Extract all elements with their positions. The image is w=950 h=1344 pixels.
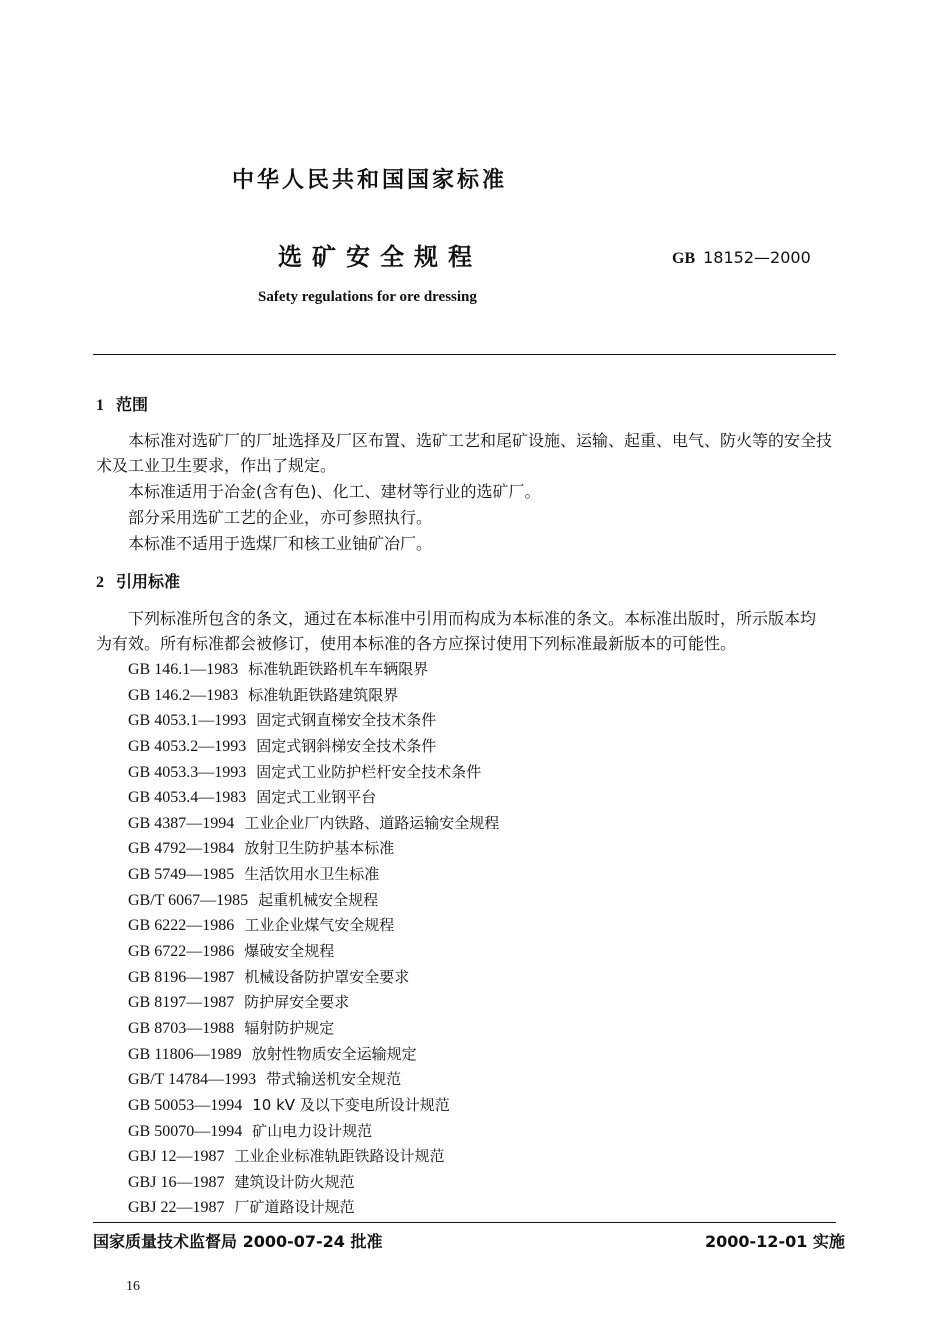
list-item	[128, 1170, 499, 1196]
list-item	[128, 1067, 499, 1093]
national-standard-heading: 中华人民共和国国家标准	[232, 168, 508, 193]
reference-code: GB 6722—1986	[128, 943, 235, 961]
section-2-heading	[96, 569, 180, 592]
list-item	[128, 939, 499, 965]
reference-code: GBJ 12—1987	[128, 1148, 225, 1166]
reference-title: 工业企业煤气安全规程	[244, 916, 395, 935]
reference-title: 固定式工业钢平台	[256, 788, 377, 807]
reference-title: 矿山电力设计规范	[252, 1121, 373, 1140]
list-item	[128, 760, 499, 786]
reference-title: 辐射防护规定	[244, 1018, 335, 1037]
reference-code: GB 50070—1994	[128, 1122, 243, 1140]
reference-code: GB 6222—1986	[128, 917, 235, 935]
standard-prefix: GB	[672, 250, 696, 267]
reference-code: GB 50053—1994	[128, 1096, 243, 1114]
reference-code: GB/T 14784—1993	[128, 1071, 257, 1089]
reference-title: 标准轨距铁路建筑限界	[248, 685, 399, 704]
section-1-number: 1	[96, 397, 104, 414]
header-divider	[93, 354, 836, 355]
reference-code: GB 5749—1985	[128, 866, 235, 884]
reference-title: 放射卫生防护基本标准	[244, 839, 395, 858]
reference-code: GB 8196—1987	[128, 968, 235, 986]
reference-title: 生活饮用水卫生标准	[244, 865, 380, 884]
reference-title: 机械设备防护罩安全要求	[244, 967, 410, 986]
reference-list	[128, 657, 499, 1221]
reference-title: 带式输送机安全规范	[266, 1070, 402, 1089]
list-item	[128, 785, 499, 811]
reference-title: 工业企业标准轨距铁路设计规范	[234, 1147, 445, 1166]
list-item	[128, 862, 499, 888]
page-number: 16	[126, 1279, 140, 1294]
list-item	[128, 888, 499, 914]
section-1-heading	[96, 392, 148, 415]
reference-code: GB/T 6067—1985	[128, 891, 249, 909]
list-item	[128, 1144, 499, 1170]
reference-title: 标准轨距铁路机车车辆限界	[248, 660, 429, 678]
list-item	[128, 1016, 499, 1042]
reference-title: 固定式钢斜梯安全技术条件	[256, 736, 437, 755]
reference-code: GB 4053.3—1993	[128, 763, 247, 781]
list-item	[128, 811, 499, 837]
section-2-intro-line-1: 下列标准所包含的条文，通过在本标准中引用而构成为本标准的条文。本标准出版时，所示版本均	[128, 609, 817, 628]
reference-code: GB 146.1—1983	[128, 661, 239, 678]
list-item	[128, 708, 499, 734]
section-1-para-4: 本标准不适用于选煤厂和核工业铀矿冶厂。	[128, 534, 433, 553]
standard-number: 18152—2000	[703, 248, 811, 267]
list-item	[128, 1093, 499, 1119]
footer-divider	[93, 1222, 836, 1223]
list-item	[128, 1042, 499, 1068]
english-title: Safety regulations for ore dressing	[258, 289, 477, 305]
reference-title: 固定式钢直梯安全技术条件	[256, 711, 437, 730]
implementation-date: 2000-12-01 实施	[705, 1232, 845, 1251]
reference-code: GBJ 22—1987	[128, 1199, 225, 1217]
reference-code: GB 8703—1988	[128, 1019, 235, 1037]
reference-code: GB 4387—1994	[128, 814, 235, 832]
section-1-para-3: 部分采用选矿工艺的企业，亦可参照执行。	[128, 508, 433, 527]
document-title: 选矿安全规程	[278, 243, 482, 271]
approval-statement: 国家质量技术监督局 2000-07-24 批准	[93, 1232, 383, 1251]
section-1-para-1-line-2: 术及工业卫生要求，作出了规定。	[96, 456, 337, 475]
reference-code: GB 4792—1984	[128, 840, 235, 858]
list-item	[128, 657, 499, 683]
section-1-para-2: 本标准适用于冶金(含有色)、化工、建材等行业的选矿厂。	[128, 482, 541, 501]
section-1-para-1-line-1: 本标准对选矿厂的厂址选择及厂区布置、选矿工艺和尾矿设施、运输、起重、电气、防火等的安全技	[128, 431, 833, 450]
reference-title: 10 kV 及以下变电所设计规范	[252, 1095, 450, 1114]
list-item	[128, 836, 499, 862]
reference-code: GB 146.2—1983	[128, 686, 239, 704]
list-item	[128, 965, 499, 991]
list-item	[128, 990, 499, 1016]
list-item	[128, 734, 499, 760]
reference-code: GB 4053.1—1993	[128, 712, 247, 730]
list-item	[128, 1195, 499, 1221]
reference-title: 爆破安全规程	[244, 942, 335, 961]
section-2-title: 引用标准	[116, 572, 181, 591]
reference-title: 防护屏安全要求	[244, 993, 350, 1012]
section-1-title: 范围	[116, 395, 149, 414]
reference-code: GB 4053.4—1983	[128, 789, 247, 807]
reference-code: GBJ 16—1987	[128, 1173, 225, 1191]
section-2-number: 2	[96, 574, 104, 591]
section-2-intro-line-2: 为有效。所有标准都会被修订，使用本标准的各方应探讨使用下列标准最新版本的可能性。	[96, 634, 737, 653]
reference-code: GB 8197—1987	[128, 994, 235, 1012]
reference-title: 固定式工业防护栏杆安全技术条件	[256, 762, 482, 781]
list-item	[128, 913, 499, 939]
reference-title: 起重机械安全规程	[258, 890, 379, 909]
standard-code	[672, 248, 811, 268]
list-item	[128, 1119, 499, 1145]
reference-code: GB 4053.2—1993	[128, 737, 247, 755]
reference-code: GB 11806—1989	[128, 1045, 242, 1063]
list-item	[128, 683, 499, 709]
reference-title: 建筑设计防火规范	[234, 1172, 355, 1191]
reference-title: 放射性物质安全运输规定	[251, 1044, 417, 1063]
reference-title: 厂矿道路设计规范	[234, 1198, 355, 1217]
reference-title: 工业企业厂内铁路、道路运输安全规程	[244, 813, 500, 832]
